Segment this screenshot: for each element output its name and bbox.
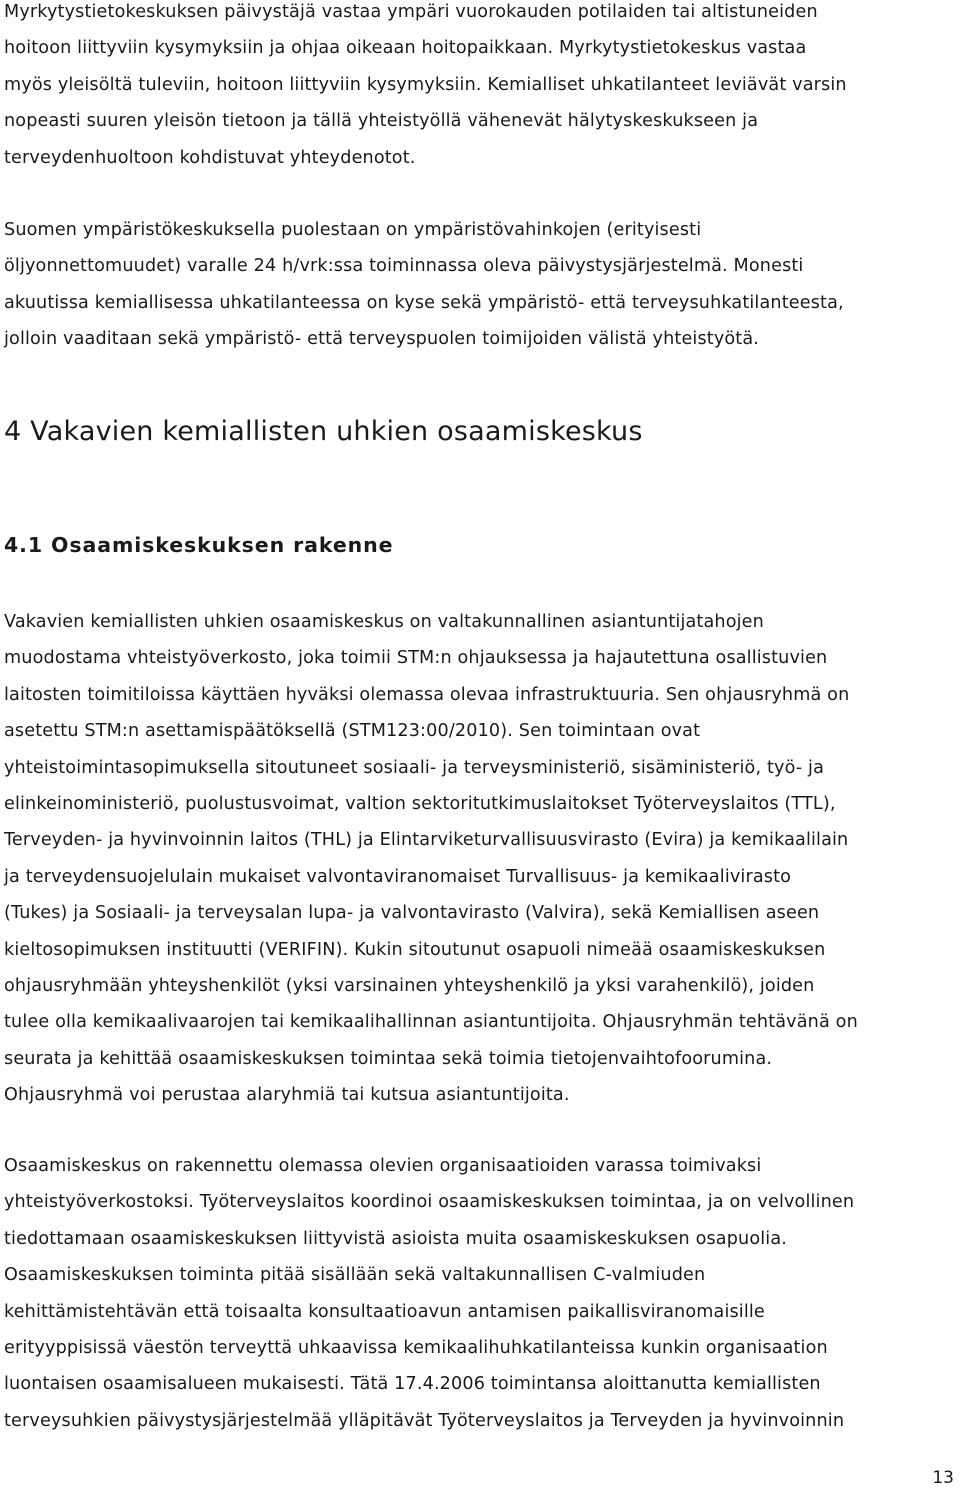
chapter-heading: 4 Vakavien kemiallisten uhkien osaamiskeskus bbox=[4, 416, 643, 447]
text-line: yhteistoimintasopimuksella sitoutuneet sosiaali- ja terveysministeriö, sisäministeriö, työ- ja bbox=[4, 757, 825, 778]
text-line: muodostama vhteistyöverkosto, joka toimii STM:n ohjauksessa ja hajautettuna osallistuvien bbox=[4, 648, 828, 669]
page-number: 13 bbox=[932, 1468, 954, 1488]
text-line: Ohjausryhmä voi perustaa alaryhmiä tai kutsua asiantuntijoita. bbox=[4, 1085, 570, 1106]
paragraph-centre-structure bbox=[4, 604, 958, 1114]
text-line: jolloin vaaditaan sekä ympäristö- että terveyspuolen toimijoiden välistä yhteistyötä. bbox=[4, 329, 760, 350]
text-line: asetettu STM:n asettamispäätöksellä (STM123:00/2010). Sen toimintaan ovat bbox=[4, 721, 701, 742]
text-line: kieltosopimuksen instituutti (VERIFIN). Kukin sitoutunut osapuoli nimeää osaamiskeskuksen bbox=[4, 939, 826, 960]
text-line: Vakavien kemiallisten uhkien osaamiskeskus on valtakunnallinen asiantuntijatahojen bbox=[4, 612, 764, 632]
text-line: Myrkytystietokeskuksen päivystäjä vastaa ympäri vuorokauden potilaiden tai altistuneiden bbox=[4, 2, 818, 22]
text-line: öljyonnettomuudet) varalle 24 h/vrk:ssa toiminnassa oleva päivystysjärjestelmä. Monesti bbox=[4, 256, 804, 277]
text-line: kehittämistehtävän että toisaalta konsultaatioavun antamisen paikallisviranomaisille bbox=[4, 1301, 765, 1322]
text-line: Osaamiskeskus on rakennettu olemassa olevien organisaatioiden varassa toimivaksi bbox=[4, 1156, 762, 1176]
text-line: erityyppisissä väestön terveyttä uhkaavissa kemikaalihuhkatilanteissa kunkin organisaation bbox=[4, 1338, 828, 1359]
text-line: laitosten toimitiloissa käyttäen hyväksi olemassa olevaa infrastruktuuria. Sen ohjausryhmä on bbox=[4, 684, 850, 705]
paragraph-environment-centre bbox=[4, 212, 958, 358]
text-line: nopeasti suuren yleisön tietoon ja tällä yhteistyöllä vähenevät hälytyskeskukseen ja bbox=[4, 111, 759, 132]
text-line: Suomen ympäristökeskuksella puolestaan on ympäristövahinkojen (erityisesti bbox=[4, 220, 702, 240]
text-line: ja terveydensuojelulain mukaiset valvontaviranomaiset Turvallisuus- ja kemikaalivirasto bbox=[4, 866, 792, 887]
section-heading: 4.1 Osaamiskeskuksen rakenne bbox=[4, 533, 394, 557]
text-line: myös yleisöltä tuleviin, hoitoon liittyviin kysymyksiin. Kemialliset uhkatilanteet leviävät varsin bbox=[4, 74, 847, 95]
text-line: tulee olla kemikaalivaarojen tai kemikaalihallinnan asiantuntijoita. Ohjausryhmän tehtävänä on bbox=[4, 1012, 858, 1033]
text-line: yhteistyöverkostoksi. Työterveyslaitos koordinoi osaamiskeskuksen toimintaa, ja on velvollinen bbox=[4, 1192, 855, 1213]
text-line: hoitoon liittyviin kysymyksiin ja ohjaa oikeaan hoitopaikkaan. Myrkytystietokeskus vastaa bbox=[4, 38, 807, 59]
text-line: terveysuhkien päivystysjärjestelmää ylläpitävät Työterveyslaitos ja Terveyden ja hyvinvoinnin bbox=[4, 1410, 845, 1431]
text-line: Osaamiskeskuksen toiminta pitää sisällään sekä valtakunnallisen C-valmiuden bbox=[4, 1265, 706, 1286]
paragraph-network-coordination bbox=[4, 1148, 958, 1439]
paragraph-poison-info-centre bbox=[4, 0, 958, 176]
text-line: akuutissa kemiallisessa uhkatilanteessa on kyse sekä ympäristö- että terveysuhkatilanteesta, bbox=[4, 292, 844, 313]
text-line: Terveyden- ja hyvinvoinnin laitos (THL) ja Elintarviketurvallisuusvirasto (Evira) ja kemikaalilain bbox=[4, 830, 849, 851]
text-line: terveydenhuoltoon kohdistuvat yhteydenotot. bbox=[4, 147, 416, 168]
text-line: elinkeinoministeriö, puolustusvoimat, valtion sektoritutkimuslaitokset Työterveyslaitos (TTL), bbox=[4, 794, 836, 815]
text-line: tiedottamaan osaamiskeskuksen liittyvistä asioista muita osaamiskeskuksen osapuolia. bbox=[4, 1228, 788, 1249]
text-line: luontaisen osaamisalueen mukaisesti. Tätä 17.4.2006 toimintansa aloittanutta kemiallisten bbox=[4, 1374, 821, 1395]
text-line: ohjausryhmään yhteyshenkilöt (yksi varsinainen yhteyshenkilö ja yksi varahenkilö), joiden bbox=[4, 976, 815, 997]
text-line: (Tukes) ja Sosiaali- ja terveysalan lupa- ja valvontavirasto (Valvira), sekä Kemiallisen aseen bbox=[4, 903, 820, 924]
text-line: seurata ja kehittää osaamiskeskuksen toimintaa sekä toimia tietojenvaihtofoorumina. bbox=[4, 1048, 773, 1069]
